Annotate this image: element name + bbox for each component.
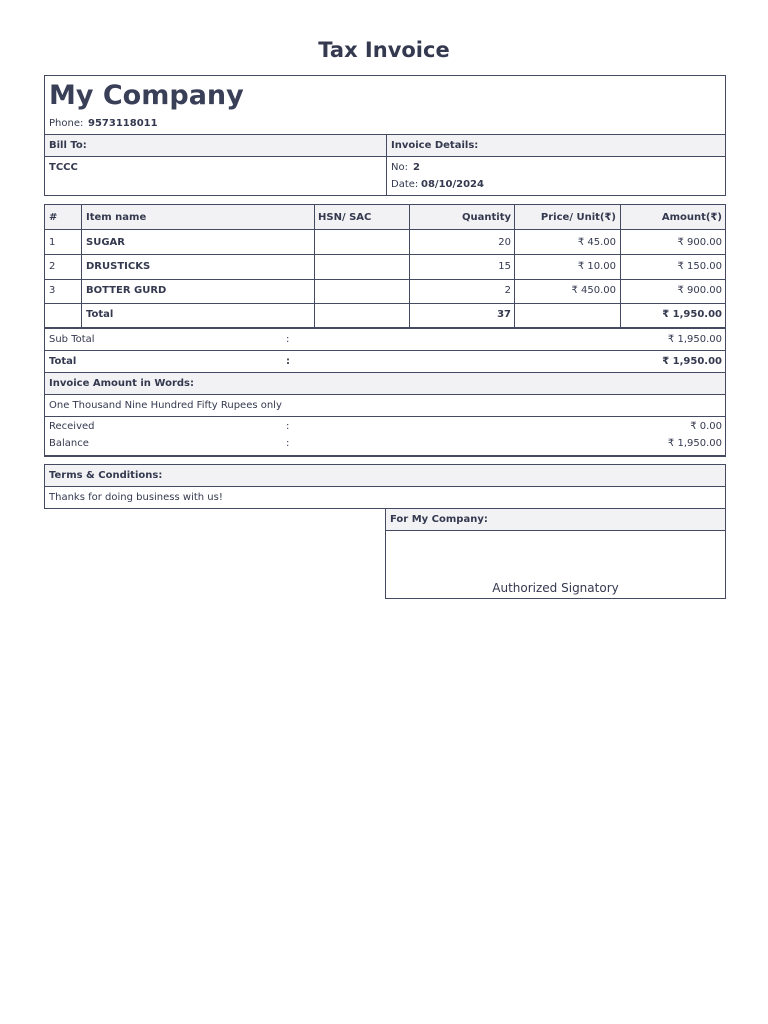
invoice-details-label: Invoice Details:: [391, 140, 479, 151]
total-row-label: Total: [86, 309, 114, 320]
invoice-date-label: Date:: [391, 179, 419, 190]
col-header-price: Price/ Unit(₹): [540, 212, 616, 223]
amount-in-words: One Thousand Nine Hundred Fifty Rupees only: [49, 400, 282, 411]
signature-block: [385, 508, 726, 599]
row-amount: ₹ 900.00: [677, 285, 722, 296]
received-colon: :: [286, 421, 290, 432]
invoice-no-label: No:: [391, 162, 408, 173]
sub-total-value: ₹ 1,950.00: [667, 334, 722, 345]
row-price: ₹ 45.00: [577, 237, 616, 248]
row-qty: 2: [504, 285, 511, 296]
col-header-amount: Amount(₹): [661, 212, 722, 223]
received-value: ₹ 0.00: [690, 421, 722, 432]
total-row-qty: 37: [497, 309, 511, 320]
phone-label: Phone:: [49, 118, 84, 129]
balance-value: ₹ 1,950.00: [667, 438, 722, 449]
row-item-name: BOTTER GURD: [86, 285, 167, 296]
row-amount: ₹ 900.00: [677, 237, 722, 248]
received-label: Received: [49, 421, 95, 432]
col-header-hsn: HSN/ SAC: [318, 212, 372, 223]
sub-total-colon: :: [286, 334, 290, 345]
balance-label: Balance: [49, 438, 89, 449]
col-header-item: Item name: [86, 212, 147, 223]
sub-total-label: Sub Total: [49, 334, 95, 345]
amount-in-words-label: Invoice Amount in Words:: [49, 378, 194, 389]
signature-company-label: For My Company:: [390, 514, 488, 525]
row-qty: 15: [498, 261, 511, 272]
company-name: My Company: [49, 80, 244, 111]
items-table: [44, 204, 726, 328]
total-value: ₹ 1,950.00: [662, 356, 722, 367]
bill-to-label: Bill To:: [49, 140, 87, 151]
authorized-signatory: Authorized Signatory: [492, 581, 619, 595]
terms-block: [44, 464, 726, 509]
col-header-num: #: [49, 212, 58, 223]
row-amount: ₹ 150.00: [677, 261, 722, 272]
invoice-no: 2: [413, 162, 420, 173]
col-header-qty: Quantity: [462, 212, 511, 223]
total-colon: :: [286, 356, 290, 367]
row-num: 3: [49, 285, 56, 296]
page-title: Tax Invoice: [318, 38, 450, 62]
row-item-name: DRUSTICKS: [86, 261, 151, 272]
phone-value: 9573118011: [88, 118, 158, 129]
total-row-amount: ₹ 1,950.00: [662, 309, 722, 320]
row-qty: 20: [498, 237, 511, 248]
terms-label: Terms & Conditions:: [49, 470, 163, 481]
row-num: 2: [49, 261, 56, 272]
row-price: ₹ 10.00: [577, 261, 616, 272]
invoice-date: 08/10/2024: [421, 179, 484, 190]
total-label: Total: [49, 356, 77, 367]
row-price: ₹ 450.00: [571, 285, 616, 296]
company-block: [44, 75, 726, 196]
balance-colon: :: [286, 438, 290, 449]
bill-to-name: TCCC: [49, 162, 78, 173]
totals-block: [44, 328, 726, 457]
terms-text: Thanks for doing business with us!: [49, 492, 223, 503]
row-num: 1: [49, 237, 56, 248]
row-item-name: SUGAR: [86, 237, 125, 248]
